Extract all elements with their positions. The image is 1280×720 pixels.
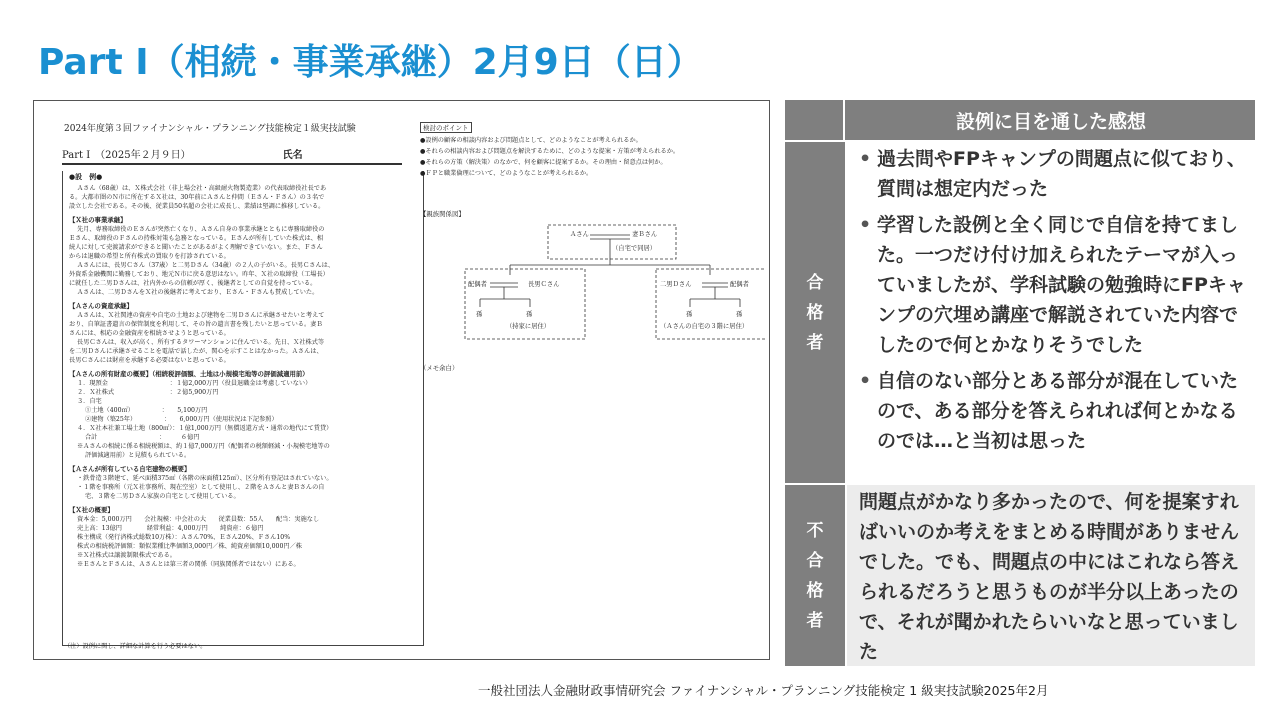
case-text-line: ３．自宅 — [77, 398, 102, 405]
case-box — [62, 171, 424, 646]
impressions-table — [785, 100, 1255, 666]
point-item: ●設例の顧客の相談内容および問題点として、どのようなことが考えられるか。 — [420, 137, 642, 144]
case-text-line: Ｅさん、取締役のＦさんの持株対策も急務となっている。Ｅさんが所有していた株式は、相 — [69, 235, 324, 242]
family-grandchild: 孫 — [736, 311, 743, 318]
family-grandchild: 孫 — [476, 311, 483, 318]
case-section-heading: 【Ａさんの資産承継】 — [69, 302, 133, 310]
case-text-line: ②建物（築25年） ： 6,000万円（使用状況は下記参照） — [85, 416, 278, 423]
impressions-title: 設例に目を通した感想 — [955, 110, 1146, 133]
family-spouse2: 配偶者 — [730, 281, 749, 288]
family-tree — [420, 215, 765, 355]
point-item: ●それらの相談内容および問題点を解決するために、どのような提案・方策が考えられるか。 — [420, 148, 680, 155]
case-text-line: ※ＥさんとＦさんは、Ａさんとは第三者の関係（同族関係者ではない）にある。 — [77, 561, 300, 568]
case-text-line: おり、自筆証書遺言の保管制度を利用して、その旨の遺言書を残したいと思っている。妻Ｂ — [69, 321, 323, 328]
family-heading: 【親族関係図】 — [420, 210, 465, 218]
pass-comment: • 自信のない部分とある部分が混在していたので、ある部分を答えられれば何とかなるのでは…と当初は思った — [857, 366, 1251, 456]
case-text-line: 設立した会社である。その後、従業員50名超の会社に成長し、業績は堅調に推移している。 — [69, 203, 325, 210]
family-grandchild: 孫 — [526, 311, 533, 318]
family-home: （自宅で同居） — [612, 245, 657, 252]
case-lines — [69, 184, 417, 569]
case-text-line: 長男Ｃさんは、収入が高く、所有するタワーマンションに住んでいる。先日、Ｘ社株式等 — [77, 339, 325, 346]
exam-document — [33, 100, 770, 660]
case-text-line: ４．Ｘ社本社兼工場土地（800㎡）：１億1,000万円（無償返還方式・通常の地代にて賃貸） — [77, 425, 333, 432]
family-b: 妻Ｂさん — [632, 231, 658, 238]
case-text-line: ・１階を事務所（元Ｘ社事務所、現在空室）として使用し、２階をＡさんと妻Ｂさんの自 — [77, 484, 325, 491]
part-date: Part Ⅰ （2025年２月９日） — [62, 150, 191, 161]
points-column — [420, 115, 765, 372]
fail-label: 不合格者 — [785, 485, 845, 666]
case-text-line: 長男Ｃさんには財産を承継する必要はないと思っている。 — [69, 357, 230, 364]
case-section-heading: 【Ａさんの所有財産の概要】（相続税評価額、土地は小規模宅地等の評価減適用前） — [69, 370, 309, 378]
pass-comment: • 学習した設例と全く同じで自信を持てました。一つだけ付け加えられたテーマが入っていましたが、学科試験の勉強時にFPキャンプの穴埋め講座で解説されていた内容でしたので何とかなりそうでした — [857, 210, 1251, 360]
case-text-line: 合計 ： ６億円 — [85, 434, 200, 441]
case-section-heading: 【Ｘ社の概要】 — [69, 506, 114, 514]
case-text-line: 株主構成（発行済株式総数10万株）：Ａさん70%、Ｅさん20%、Ｆさん10% — [77, 534, 291, 541]
name-label: 氏名 — [282, 150, 303, 161]
case-text-line: ※Ａさんの相続に係る相続税額は、約１億7,000万円（配偶者の税額軽減・小規模宅地等の — [77, 443, 330, 450]
case-text-line: ・鉄骨造３階建て、延べ面積375㎡（各階の床面積125㎡）、区分所有登記はされていない。 — [77, 475, 333, 482]
point-item: ●それらの方策（解決策）のなかで、何を顧客に提案するか。その理由・留意点は何か。 — [420, 159, 667, 166]
case-text-line: ２．Ｘ社株式 ：２億5,900万円 — [77, 389, 219, 396]
case-column — [62, 121, 424, 646]
case-text-line: 先月、専務取締役のＥさんが突然亡くなり、Ａさん自身の事業承継とともに専務取締役の — [77, 226, 325, 233]
case-text-line: ①土地（400㎡） ： 5,100万円 — [85, 407, 208, 414]
case-text-line: に就任した二男Ｄさんは、社内外からの信頼が厚く、後継者としての自覚を持っている。 — [69, 280, 317, 287]
case-text-line: 売上高：13億円 経常利益：4,000万円 純資産：６億円 — [77, 525, 264, 532]
part-rule — [62, 163, 402, 165]
part-line — [62, 146, 424, 161]
case-label: ●設 例● — [69, 172, 103, 181]
source-credit: 一般社団法人金融財政事情研究会 ファイナンシャル・プランニング技能検定 1 級実技試験2025年2月 — [478, 683, 1049, 698]
case-text-line: 続人に対して売渡請求ができると聞いたことがあるがよく理解できていない。また、Ｆさん — [69, 244, 323, 251]
case-text-line: 外資系金融機関に勤務しており、地元Ｎ市に戻る意思はない。昨年、Ｘ社の取締役（工場長） — [69, 271, 329, 278]
case-text-line: 株式の相続税評価額：類似業種比準価額3,000円／株、純資産価額10,000円／株 — [77, 543, 302, 550]
case-section-heading: 【Ｘ社の事業承継】 — [69, 216, 127, 224]
impressions-header — [785, 100, 1255, 140]
case-text-line: Ａさんには、長男Ｃさん（37歳）と二男Ｄさん（34歳）の２人の子がいる。長男Ｃさんは、 — [77, 262, 335, 269]
pass-comments — [847, 142, 1255, 483]
pass-comment: • 過去問やFPキャンプの問題点に似ており、質問は想定内だった — [857, 144, 1251, 204]
case-text-line: 宅、３階を二男Ｄさん家族の自宅として使用している。 — [85, 493, 240, 500]
memo-label: （メモ余白） — [420, 364, 459, 372]
case-text-line: Ａさんは、Ｘ社関連の資産や自宅の土地および建物を二男Ｄさんに承継させたいと考えて — [77, 312, 325, 319]
case-text-line: ※Ｘ社株式は譲渡制限株式である。 — [77, 552, 176, 559]
header-corner — [785, 100, 845, 140]
case-text-line: 評価減適用前）と見積もられている。 — [85, 452, 191, 459]
exam-title: 2024年度第３回ファイナンシャル・プランニング技能検定１級実技試験 — [64, 124, 356, 134]
family-d-note: （Ａさんの自宅の３階に居住） — [660, 323, 749, 330]
points-heading: 検討のポイント — [420, 122, 472, 133]
case-text-line: を二男Ｄさんに承継させることを電話で話したが、関心を示すことはなかった。Ａさんは、 — [69, 348, 323, 355]
fail-comment: 問題点がかなり多かったので、何を提案すればいいのか考えをまとめる時間がありませんでした。でも、問題点の中にはこれなら答えられるだろうと思うものが半分以上あったので、それが聞かれたらいいなと思っていました — [847, 485, 1255, 666]
case-text-line: る。大都市圏のＮ市に所在するＸ社は、30年前にＡさんと仲間（Ｅさん・Ｆさん）の３名で — [69, 194, 325, 201]
case-text-line: 資本金：5,000万円 会社規模：中会社の大 従業員数：55人 配当：実施なし — [77, 516, 320, 523]
family-spouse1: 配偶者 — [468, 281, 487, 288]
case-text-line: １．現預金 ：１億2,000万円（役員退職金は考慮していない） — [77, 380, 312, 387]
case-section-heading: 【Ａさんが所有している自宅建物の概要】 — [69, 465, 191, 473]
pass-label: 合格者 — [785, 142, 845, 483]
family-grandchild: 孫 — [686, 311, 693, 318]
case-text-line: Ａさんは、二男ＤさんをＸ社の後継者に考えており、Ｅさん・Ｆさんも賛成していた。 — [77, 289, 319, 296]
family-c: 長男Ｃさん — [528, 281, 560, 288]
family-c-note: （持家に居住） — [506, 323, 551, 330]
pass-list — [847, 142, 1255, 456]
point-item: ●ＦＰと職業倫理について、どのようなことが考えられるか。 — [420, 170, 593, 177]
document-note: （注）設例に関し、詳細な計算を行う必要はない。 — [64, 643, 207, 650]
family-d: 二男Ｄさん — [660, 281, 692, 288]
case-text-line: からは退職の希望と所有株式の買取りを打診されている。 — [69, 253, 230, 260]
slide-title: Part Ⅰ（相続・事業承継）2月9日（日） — [38, 42, 703, 83]
case-text-line: さんには、相応の金融資産を相続させようと思っている。 — [69, 330, 230, 337]
family-a: Ａさん — [570, 231, 589, 238]
case-text-line: Ａさん（68歳）は、Ｘ株式会社（非上場会社・高級耐火物製造業）の代表取締役社長であ — [77, 185, 327, 192]
